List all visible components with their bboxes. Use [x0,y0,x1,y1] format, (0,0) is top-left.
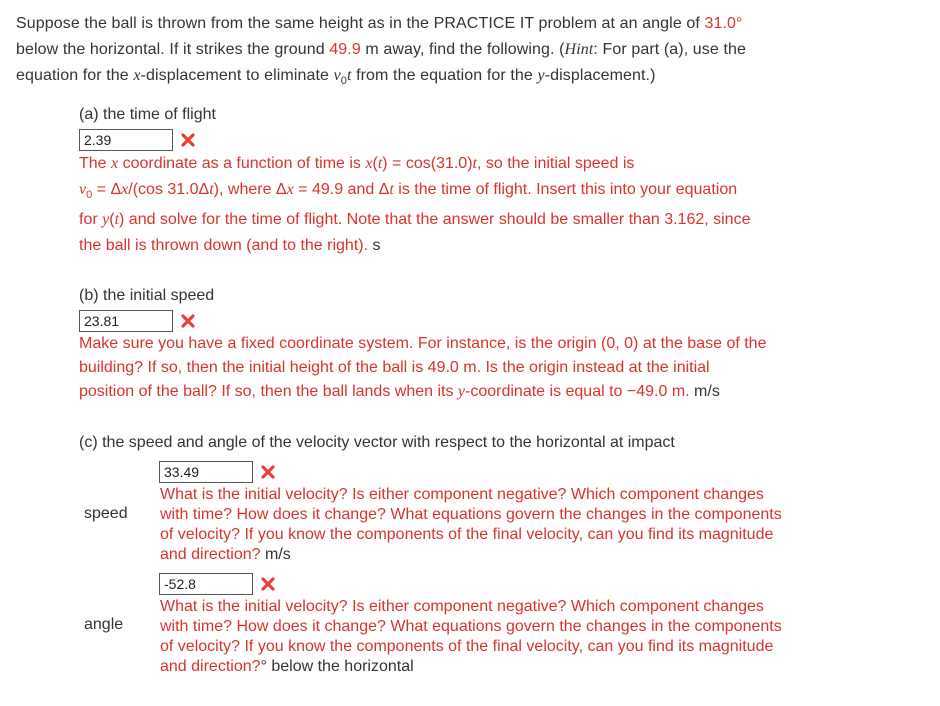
angle-value: 31.0° [704,15,743,32]
feedback-text: = Δ [92,181,122,198]
angle-answer-field[interactable]: -52.8 [159,573,253,595]
distance-value: 49.9 [329,41,361,58]
math-var: v [79,181,87,198]
intro-text: m away, find the following. ( [360,41,565,58]
feedback-text: ) and solve for the time of flight. Note that the answer should be smaller than 3.162, since [119,211,751,228]
math-var: y [457,383,466,400]
feedback-text: ( [109,211,115,228]
x-mark-icon [260,464,276,480]
feedback-text: What is the initial velocity? Is either component negative? Which component changes [160,486,764,503]
angle-label: angle [84,616,124,633]
angle-unit: ° below the horizontal [260,658,414,675]
feedback-text: /(cos 31.0Δ [128,181,210,198]
part-a-feedback [79,151,879,259]
speed-answer-field[interactable]: 33.49 [159,461,253,483]
speed-unit: m/s [260,546,291,563]
feedback-text: and direction? [160,546,261,563]
math-var: x [133,67,141,84]
math-var: x [121,181,129,198]
feedback-text: What is the initial velocity? Is either component negative? Which component changes [160,598,764,615]
feedback-text: = 49.9 and Δ [293,181,390,198]
part-b-label: (b) the initial speed [79,287,215,304]
math-var: t [114,211,120,228]
math-var: t [389,181,394,198]
feedback-text: of velocity? If you know the components of the final velocity, can you find its magnitude [160,638,774,655]
intro-text: : For part (a), use the [593,41,746,58]
math-var: x [365,155,373,172]
math-var: v [333,67,341,84]
feedback-text: -coordinate is equal to −49.0 m. [465,383,690,400]
feedback-text: building? If so, then the initial height of the ball is 49.0 m. Is the origin instead at the initial [79,359,710,376]
hint-label: Hint [564,41,594,58]
problem-statement [16,11,916,94]
intro-text: -displacement to eliminate [140,67,334,84]
feedback-text: with time? How does it change? What equations govern the changes in the components [160,618,782,635]
part-a-answer-field[interactable]: 2.39 [79,129,173,151]
feedback-text: coordinate as a function of time is [118,155,366,172]
feedback-text: The [79,155,112,172]
feedback-text: position of the ball? If so, then the ball lands when its [79,383,458,400]
feedback-text: and direction? [160,658,261,675]
feedback-text: Make sure you have a fixed coordinate system. For instance, is the origin (0, 0) at the base of the [79,335,767,352]
math-var: x [286,181,294,198]
feedback-text: for [79,211,103,228]
math-subscript: 0 [340,75,347,88]
math-var: t [472,155,477,172]
intro-text: -displacement.) [544,67,656,84]
feedback-text: ), where Δ [213,181,287,198]
part-c-label: (c) the speed and angle of the velocity vector with respect to the horizontal at impact [79,434,675,451]
part-b-feedback [79,332,879,404]
intro-text: equation for the [16,67,134,84]
math-var: t [209,181,214,198]
math-var: t [377,155,383,172]
intro-text: Suppose the ball is thrown from the same height as in the PRACTICE IT problem at an angle of [16,15,705,32]
angle-feedback [160,597,880,677]
feedback-text: , so the initial speed is [476,155,635,172]
part-b-unit: m/s [689,383,720,400]
feedback-text: of velocity? If you know the components of the final velocity, can you find its magnitude [160,526,774,543]
speed-feedback [160,485,880,565]
math-var: t [346,67,352,84]
x-mark-icon [260,576,276,592]
math-var: y [537,67,545,84]
math-var: y [102,211,110,228]
feedback-text: with time? How does it change? What equations govern the changes in the components [160,506,782,523]
feedback-text: ) = cos(31.0) [382,155,473,172]
x-mark-icon [180,313,196,329]
x-mark-icon [180,132,196,148]
feedback-text: ( [372,155,378,172]
math-var: x [111,155,119,172]
speed-label: speed [84,505,128,522]
feedback-text: the ball is thrown down (and to the right). [79,237,369,254]
math-subscript: 0 [86,189,93,202]
part-b-answer-field[interactable]: 23.81 [79,310,173,332]
feedback-text: is the time of flight. Insert this into your equation [393,181,738,198]
part-a-unit: s [368,237,381,254]
part-a-label: (a) the time of flight [79,106,216,123]
intro-text: below the horizontal. If it strikes the ground [16,41,330,58]
intro-text: from the equation for the [351,67,538,84]
